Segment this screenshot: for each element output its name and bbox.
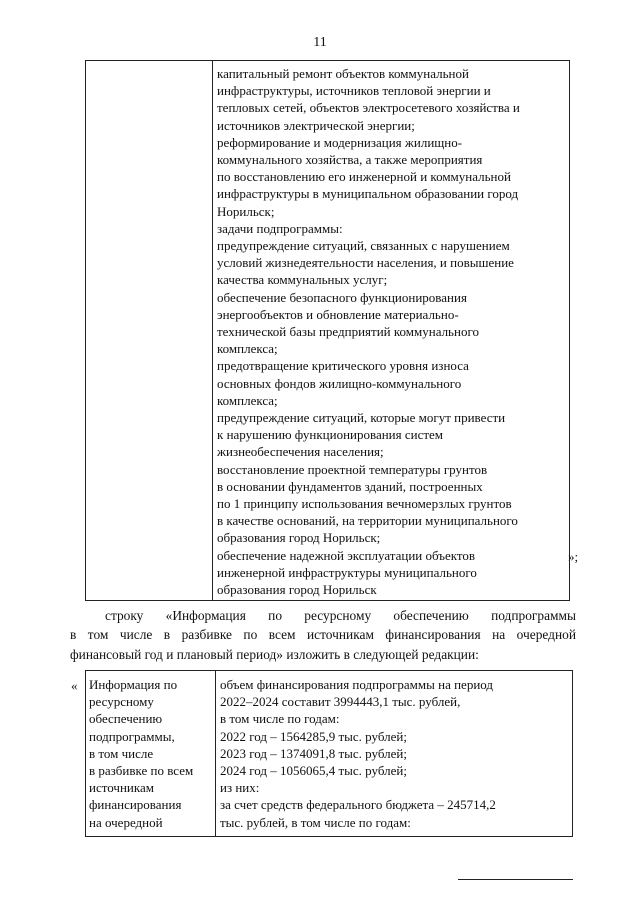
content-line: источников электрической энергии; <box>217 117 415 133</box>
content-line: основных фондов жилищно-коммунального <box>217 375 462 391</box>
content-line: задачи подпрограммы: <box>217 220 343 236</box>
program-table-continued <box>85 60 570 601</box>
table1-content-cell <box>213 61 570 601</box>
content-line: тыс. рублей, в том числе по годам: <box>220 814 411 830</box>
content-line: по восстановлению его инженерной и коммунальной <box>217 169 511 185</box>
content-line: к нарушению функционирования систем <box>217 427 444 443</box>
content-line: в качестве оснований, на территории муниципального <box>217 513 518 529</box>
label-line: ресурсному <box>89 694 154 710</box>
label-line: источникам <box>89 780 154 796</box>
content-line: качества коммунальных услуг; <box>217 272 388 288</box>
resource-table <box>85 670 573 837</box>
table1-content-lines <box>217 65 569 598</box>
content-line: предотвращение критического уровня износа <box>217 358 469 374</box>
page-number: 11 <box>313 35 327 50</box>
content-line: в том числе по годам: <box>220 711 340 727</box>
content-line: Норильск; <box>217 203 275 219</box>
label-line: финансирования <box>89 797 182 813</box>
content-line: инфраструктуры в муниципальном образовании город <box>217 186 519 202</box>
content-line: реформирование и модернизация жилищно- <box>217 134 463 150</box>
label-line: в разбивке по всем <box>89 763 194 779</box>
content-line: технической базы предприятий коммунального <box>217 324 479 340</box>
label-line: обеспечению <box>89 711 163 727</box>
table2-label-lines <box>89 676 215 831</box>
content-line: обеспечение безопасного функционирования <box>217 289 467 305</box>
content-line: капитальный ремонт объектов коммунальной <box>217 66 469 81</box>
content-line: комплекса; <box>217 392 278 408</box>
label-line: Информация по <box>89 677 178 692</box>
table2-content-lines <box>220 676 572 831</box>
content-line: 2022–2024 составит 3994443,1 тыс. рублей, <box>220 694 461 710</box>
footer-rule <box>458 879 573 880</box>
content-line: комплекса; <box>217 341 278 357</box>
content-line: 2022 год – 1564285,9 тыс. рублей; <box>220 728 407 744</box>
content-line: образования город Норильск; <box>217 530 381 546</box>
content-line: за счет средств федерального бюджета – 245714,2 <box>220 797 496 813</box>
content-line: инженерной инфраструктуры муниципального <box>217 564 477 580</box>
content-line: коммунального хозяйства, а также мероприятия <box>217 152 483 168</box>
label-line: подпрограммы, <box>89 728 175 744</box>
content-line: инфраструктуры, источников тепловой энергии и <box>217 83 491 99</box>
content-line: энергообъектов и обновление материально- <box>217 306 459 322</box>
content-line: жизнеобеспечения населения; <box>217 444 384 460</box>
content-line: восстановление проектной температуры грунтов <box>217 461 488 477</box>
content-line: условий жизнедеятельности населения, и повышение <box>217 255 514 271</box>
table2-label-cell <box>86 671 216 837</box>
paragraph-line: строку «Информация по ресурсному обеспечению подпрограммы <box>105 608 576 623</box>
paragraph-line: в том числе в разбивке по всем источникам финансирования на очередной <box>70 627 576 643</box>
opening-quote: « <box>71 678 78 693</box>
amendment-paragraph <box>70 606 576 664</box>
content-line: предупреждение ситуаций, которые могут привести <box>217 410 506 426</box>
content-line: образования город Норильск <box>217 582 377 598</box>
table1-label-cell <box>86 61 213 601</box>
content-line: тепловых сетей, объектов электросетевого хозяйства и <box>217 100 520 116</box>
content-line: 2024 год – 1056065,4 тыс. рублей; <box>220 763 407 779</box>
table2-content-cell <box>216 671 573 837</box>
closing-quote: »; <box>568 549 579 564</box>
paragraph-line: финансовый год и плановый период» изложить в следующей редакции: <box>70 646 479 662</box>
label-line: на очередной <box>89 814 163 830</box>
content-line: объем финансирования подпрограммы на период <box>220 677 494 692</box>
content-line: 2023 год – 1374091,8 тыс. рублей; <box>220 745 407 761</box>
content-line: предупреждение ситуаций, связанных с нарушением <box>217 238 510 254</box>
content-line: обеспечение надежной эксплуатации объектов <box>217 547 476 563</box>
label-line: в том числе <box>89 745 154 761</box>
content-line: по 1 принципу использования вечномерзлых грунтов <box>217 496 512 512</box>
content-line: из них: <box>220 780 260 796</box>
content-line: в основании фундаментов зданий, построенных <box>217 478 483 494</box>
